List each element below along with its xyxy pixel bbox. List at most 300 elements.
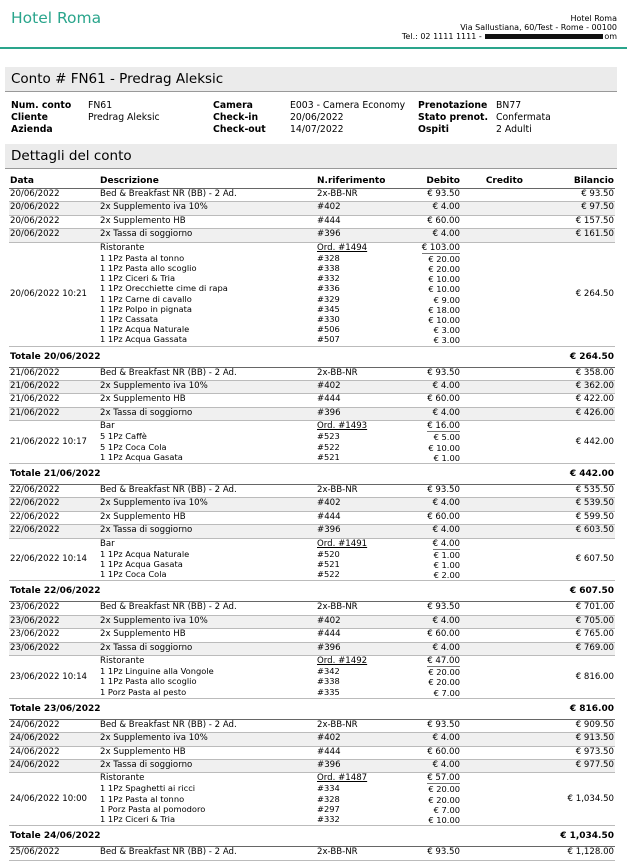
row-balance: € 161.50	[533, 229, 615, 242]
row-balance: € 97.50	[533, 202, 615, 215]
day-total-label: Totale 23/06/2022	[9, 698, 533, 719]
order-balance: € 1,034.50	[533, 773, 615, 826]
order-item-ref: #342	[317, 666, 340, 677]
row-description: Bed & Breakfast NR (BB) - 2 Ad.	[99, 484, 316, 497]
row-reference: 2x-BB-NR	[316, 847, 407, 860]
row-credit	[461, 380, 533, 393]
row-description: Bed & Breakfast NR (BB) - 2 Ad.	[99, 602, 316, 615]
bill-rows	[9, 189, 615, 861]
table-row	[9, 615, 615, 628]
hotel-address: Via Sallustiana, 60/Test - Rome - 00100	[460, 23, 617, 32]
order-debits	[407, 538, 461, 581]
row-description: Bed & Breakfast NR (BB) - 2 Ad.	[99, 189, 316, 202]
row-credit	[461, 394, 533, 407]
row-description: 2x Supplemento iva 10%	[99, 380, 316, 393]
details-title-bar	[5, 144, 617, 169]
hotel-contact-info	[402, 14, 617, 41]
order-item-price: € 20.00	[428, 794, 460, 805]
row-reference: 2x-BB-NR	[316, 719, 407, 732]
row-date: 22/06/2022	[9, 498, 99, 511]
row-credit	[461, 642, 533, 655]
order-item-price: € 3.00	[433, 335, 460, 346]
day-total-amount: € 442.00	[533, 463, 615, 484]
row-credit	[461, 602, 533, 615]
order-item-ref: #336	[317, 283, 340, 294]
day-total-amount: € 607.50	[533, 581, 615, 602]
table-row	[9, 525, 615, 538]
order-number: Ord. #1492	[317, 655, 368, 666]
row-debit: € 60.00	[407, 511, 461, 524]
order-item-name: 1 1Pz Pasta al tonno	[100, 252, 185, 263]
order-number: Ord. #1493	[317, 421, 368, 432]
order-row	[9, 421, 615, 464]
order-references	[316, 242, 407, 346]
row-reference: #396	[316, 229, 407, 242]
order-item-price: € 10.00	[428, 274, 460, 285]
table-row	[9, 202, 615, 215]
table-row	[9, 367, 615, 380]
order-item-ref: #297	[317, 803, 340, 814]
row-balance: € 1,128.00	[533, 847, 615, 860]
table-row	[9, 394, 615, 407]
table-row	[9, 511, 615, 524]
row-balance: € 93.50	[533, 189, 615, 202]
order-item-price: € 5.00	[433, 432, 460, 443]
order-item-name: 1 1Pz Acqua Naturale	[100, 548, 190, 559]
day-total-row	[9, 346, 615, 367]
row-balance: € 603.50	[533, 525, 615, 538]
order-item-price: € 3.00	[433, 325, 460, 336]
row-credit	[461, 202, 533, 215]
info-row: Camera E003 - Camera Economy	[213, 100, 406, 111]
order-item-name: 5 1Pz Caffè	[100, 431, 147, 442]
row-credit	[461, 615, 533, 628]
order-item-name: 1 1Pz Acqua Naturale	[100, 324, 190, 335]
day-total-row	[9, 581, 615, 602]
row-description: 2x Supplemento HB	[99, 215, 316, 228]
row-date: 23/06/2022	[9, 642, 99, 655]
order-item-price: € 10.00	[428, 284, 460, 295]
row-debit: € 60.00	[407, 746, 461, 759]
day-total-amount: € 264.50	[533, 346, 615, 367]
order-item-price: € 10.00	[428, 442, 460, 453]
row-debit: € 93.50	[407, 367, 461, 380]
day-total-row	[9, 463, 615, 484]
order-number: Ord. #1491	[317, 538, 368, 549]
row-reference: 2x-BB-NR	[316, 367, 407, 380]
bill-title-bar	[5, 67, 617, 92]
order-item-ref: #329	[317, 293, 340, 304]
order-total: € 57.00	[427, 773, 460, 784]
row-description: Bed & Breakfast NR (BB) - 2 Ad.	[99, 367, 316, 380]
row-credit	[461, 511, 533, 524]
order-item-price: € 20.00	[428, 253, 460, 264]
order-balance: € 264.50	[533, 242, 615, 346]
row-balance: € 765.00	[533, 629, 615, 642]
order-item-ref: #332	[317, 814, 340, 825]
order-item-name: 1 1Pz Cassata	[100, 313, 159, 324]
order-item-ref: #335	[317, 686, 340, 697]
table-row	[9, 847, 615, 860]
order-credit	[461, 655, 533, 698]
order-row	[9, 655, 615, 698]
order-item-name: 1 1Pz Coca Cola	[100, 569, 167, 580]
row-date: 24/06/2022	[9, 719, 99, 732]
row-date: 22/06/2022	[9, 511, 99, 524]
order-item-name: 1 1Pz Acqua Gassata	[100, 334, 188, 345]
day-total-amount: € 816.00	[533, 698, 615, 719]
order-row	[9, 773, 615, 826]
order-item-name: 1 1Pz Carne di cavallo	[100, 293, 192, 304]
row-reference: #402	[316, 498, 407, 511]
order-item-name: 1 1Pz Spaghetti ai ricci	[100, 783, 196, 794]
order-place: Ristorante	[100, 773, 145, 784]
order-place: Bar	[100, 538, 115, 549]
order-date: 22/06/2022 10:14	[9, 538, 99, 581]
order-credit	[461, 421, 533, 464]
document-header	[0, 0, 627, 49]
redacted-email	[485, 34, 603, 39]
order-item-name: 1 1Pz Acqua Gasata	[100, 451, 183, 462]
row-balance: € 426.00	[533, 407, 615, 420]
row-debit: € 4.00	[407, 202, 461, 215]
order-place: Bar	[100, 421, 115, 432]
row-date: 21/06/2022	[9, 367, 99, 380]
row-credit	[461, 367, 533, 380]
col-header-balance: Bilancio	[533, 176, 615, 189]
row-debit: € 60.00	[407, 215, 461, 228]
order-item-price: € 1.00	[433, 452, 460, 463]
order-item-name: 1 Porz Pasta al pesto	[100, 686, 187, 697]
day-total-label: Totale 22/06/2022	[9, 581, 533, 602]
order-debits	[407, 242, 461, 346]
order-item-price: € 20.00	[428, 784, 460, 795]
row-balance: € 977.50	[533, 759, 615, 772]
order-total: € 103.00	[421, 242, 460, 253]
row-description: 2x Supplemento iva 10%	[99, 733, 316, 746]
row-date: 24/06/2022	[9, 733, 99, 746]
order-item-price: € 20.00	[428, 667, 460, 678]
hotel-contacts	[402, 32, 617, 41]
bill-details-table	[9, 176, 615, 861]
order-item-ref: #328	[317, 793, 340, 804]
row-balance: € 535.50	[533, 484, 615, 497]
order-item-price: € 7.00	[433, 804, 460, 815]
row-balance: € 701.00	[533, 602, 615, 615]
order-debits	[407, 655, 461, 698]
row-date: 22/06/2022	[9, 484, 99, 497]
table-row	[9, 759, 615, 772]
details-title: Dettagli del conto	[11, 148, 132, 164]
order-item-name: 1 1Pz Ciceri & Tria	[100, 814, 176, 825]
row-credit	[461, 525, 533, 538]
table-row	[9, 629, 615, 642]
row-debit: € 4.00	[407, 759, 461, 772]
row-credit	[461, 189, 533, 202]
row-description: 2x Supplemento HB	[99, 511, 316, 524]
table-row	[9, 407, 615, 420]
order-item-ref: #506	[317, 324, 340, 335]
row-reference: #396	[316, 759, 407, 772]
order-item-name: 1 1Pz Polpo in pignata	[100, 303, 192, 314]
row-date: 20/06/2022	[9, 202, 99, 215]
row-date: 24/06/2022	[9, 759, 99, 772]
row-description: 2x Supplemento HB	[99, 629, 316, 642]
row-reference: 2x-BB-NR	[316, 602, 407, 615]
order-total: € 4.00	[432, 538, 460, 549]
table-row	[9, 746, 615, 759]
order-item-price: € 9.00	[433, 294, 460, 305]
col-header-description: Descrizione	[99, 176, 316, 189]
row-balance: € 539.50	[533, 498, 615, 511]
row-reference: #444	[316, 511, 407, 524]
row-balance: € 769.00	[533, 642, 615, 655]
order-item-name: 1 1Pz Pasta al tonno	[100, 793, 185, 804]
row-date: 21/06/2022	[9, 394, 99, 407]
row-debit: € 93.50	[407, 847, 461, 860]
row-reference: #402	[316, 733, 407, 746]
row-credit	[461, 746, 533, 759]
order-place: Ristorante	[100, 242, 145, 253]
info-col-3	[418, 100, 551, 136]
row-description: 2x Supplemento iva 10%	[99, 202, 316, 215]
row-credit	[461, 215, 533, 228]
order-date: 20/06/2022 10:21	[9, 242, 99, 346]
order-credit	[461, 538, 533, 581]
order-item-name: 1 1Pz Pasta allo scoglio	[100, 262, 197, 273]
order-item-price: € 7.00	[433, 687, 460, 698]
order-description	[99, 538, 316, 581]
order-item-ref: #338	[317, 262, 340, 273]
order-balance: € 442.00	[533, 421, 615, 464]
row-debit: € 93.50	[407, 602, 461, 615]
order-item-price: € 1.00	[433, 559, 460, 570]
order-item-ref: #332	[317, 273, 340, 284]
row-description: Bed & Breakfast NR (BB) - 2 Ad.	[99, 719, 316, 732]
row-description: 2x Tassa di soggiorno	[99, 229, 316, 242]
row-date: 24/06/2022	[9, 746, 99, 759]
row-description: 2x Tassa di soggiorno	[99, 759, 316, 772]
row-date: 21/06/2022	[9, 407, 99, 420]
day-total-amount: € 1,034.50	[533, 826, 615, 847]
order-item-name: 1 Porz Pasta al pomodoro	[100, 803, 206, 814]
row-debit: € 4.00	[407, 380, 461, 393]
row-description: 2x Supplemento HB	[99, 394, 316, 407]
order-item-ref: #521	[317, 451, 340, 462]
row-reference: #444	[316, 215, 407, 228]
row-credit	[461, 229, 533, 242]
row-date: 23/06/2022	[9, 615, 99, 628]
table-row	[9, 215, 615, 228]
row-date: 23/06/2022	[9, 602, 99, 615]
row-balance: € 358.00	[533, 367, 615, 380]
order-item-price: € 10.00	[428, 815, 460, 826]
order-date: 23/06/2022 10:14	[9, 655, 99, 698]
order-credit	[461, 773, 533, 826]
row-debit: € 60.00	[407, 394, 461, 407]
email-suffix: om	[604, 32, 617, 41]
table-row	[9, 189, 615, 202]
order-row	[9, 242, 615, 346]
bill-title: Conto # FN61 - Predrag Aleksic	[11, 71, 224, 87]
table-row	[9, 642, 615, 655]
row-reference: #444	[316, 394, 407, 407]
row-reference: #402	[316, 615, 407, 628]
info-row: Check-in 20/06/2022	[213, 112, 344, 123]
order-item-ref: #507	[317, 334, 340, 345]
row-description: 2x Tassa di soggiorno	[99, 407, 316, 420]
row-balance: € 362.00	[533, 380, 615, 393]
day-total-label: Totale 21/06/2022	[9, 463, 533, 484]
row-credit	[461, 407, 533, 420]
row-reference: #396	[316, 407, 407, 420]
row-credit	[461, 498, 533, 511]
order-item-price: € 18.00	[428, 304, 460, 315]
hotel-name: Hotel Roma	[11, 9, 102, 27]
row-credit	[461, 719, 533, 732]
order-item-price: € 20.00	[428, 677, 460, 688]
row-debit: € 4.00	[407, 229, 461, 242]
row-description: 2x Supplemento HB	[99, 746, 316, 759]
row-debit: € 4.00	[407, 615, 461, 628]
order-item-ref: #522	[317, 441, 340, 452]
order-description	[99, 242, 316, 346]
order-description	[99, 421, 316, 464]
row-date: 20/06/2022	[9, 229, 99, 242]
table-row	[9, 602, 615, 615]
info-row: Check-out 14/07/2022	[213, 124, 344, 135]
order-item-ref: #522	[317, 569, 340, 580]
row-balance: € 973.50	[533, 746, 615, 759]
order-number: Ord. #1487	[317, 773, 368, 784]
info-row: Cliente Predrag Aleksic	[11, 112, 160, 123]
order-references	[316, 655, 407, 698]
info-row: Prenotazione BN77	[418, 100, 522, 111]
order-description	[99, 773, 316, 826]
row-credit	[461, 484, 533, 497]
row-reference: #444	[316, 629, 407, 642]
info-row: Ospiti 2 Adulti	[418, 124, 532, 135]
order-date: 21/06/2022 10:17	[9, 421, 99, 464]
row-date: 20/06/2022	[9, 189, 99, 202]
info-col-2	[213, 100, 405, 136]
row-balance: € 422.00	[533, 394, 615, 407]
day-total-row	[9, 698, 615, 719]
order-item-name: 5 1Pz Coca Cola	[100, 441, 167, 452]
order-item-ref: #334	[317, 783, 340, 794]
order-debits	[407, 421, 461, 464]
col-header-reference: N.riferimento	[316, 176, 407, 189]
order-description	[99, 655, 316, 698]
order-total: € 47.00	[427, 655, 460, 666]
table-row	[9, 498, 615, 511]
row-debit: € 93.50	[407, 189, 461, 202]
row-balance: € 909.50	[533, 719, 615, 732]
order-item-name: 1 1Pz Pasta allo scoglio	[100, 676, 197, 687]
hotel-name-small: Hotel Roma	[570, 14, 617, 23]
row-debit: € 4.00	[407, 733, 461, 746]
order-item-ref: #338	[317, 676, 340, 687]
order-item-ref: #330	[317, 313, 340, 324]
info-col-1	[11, 100, 160, 136]
row-date: 21/06/2022	[9, 380, 99, 393]
col-header-date: Data	[9, 176, 99, 189]
row-credit	[461, 733, 533, 746]
order-item-ref: #345	[317, 303, 340, 314]
row-debit: € 93.50	[407, 719, 461, 732]
row-description: 2x Tassa di soggiorno	[99, 642, 316, 655]
row-balance: € 705.00	[533, 615, 615, 628]
col-header-credit: Credito	[461, 176, 533, 189]
row-debit: € 4.00	[407, 498, 461, 511]
row-reference: 2x-BB-NR	[316, 484, 407, 497]
order-balance: € 607.50	[533, 538, 615, 581]
order-item-price: € 2.00	[433, 570, 460, 581]
order-item-price: € 20.00	[428, 263, 460, 274]
col-header-debit: Debito	[407, 176, 461, 189]
order-item-name: 1 1Pz Orecchiette cime di rapa	[100, 283, 228, 294]
table-header-row	[9, 176, 615, 189]
row-date: 20/06/2022	[9, 215, 99, 228]
order-item-name: 1 1Pz Linguine alla Vongole	[100, 666, 214, 677]
hotel-phone: Tel.: 02 1111 1111 -	[401, 32, 482, 41]
row-balance: € 599.50	[533, 511, 615, 524]
row-date: 22/06/2022	[9, 525, 99, 538]
row-debit: € 4.00	[407, 407, 461, 420]
table-row	[9, 380, 615, 393]
order-item-ref: #520	[317, 548, 340, 559]
row-description: 2x Tassa di soggiorno	[99, 525, 316, 538]
order-credit	[461, 242, 533, 346]
row-reference: #444	[316, 746, 407, 759]
day-total-row	[9, 826, 615, 847]
table-row	[9, 733, 615, 746]
order-references	[316, 421, 407, 464]
info-row: Num. conto FN61	[11, 100, 113, 111]
order-number: Ord. #1494	[317, 242, 368, 253]
row-balance: € 913.50	[533, 733, 615, 746]
table-row	[9, 719, 615, 732]
order-debits	[407, 773, 461, 826]
row-debit: € 4.00	[407, 525, 461, 538]
row-description: Bed & Breakfast NR (BB) - 2 Ad.	[99, 847, 316, 860]
row-debit: € 93.50	[407, 484, 461, 497]
day-total-label: Totale 20/06/2022	[9, 346, 533, 367]
info-row: Azienda	[11, 124, 53, 135]
row-reference: 2x-BB-NR	[316, 189, 407, 202]
row-date: 25/06/2022	[9, 847, 99, 860]
row-reference: #402	[316, 380, 407, 393]
table-row	[9, 484, 615, 497]
row-balance: € 157.50	[533, 215, 615, 228]
order-item-price: € 1.00	[433, 549, 460, 560]
row-reference: #396	[316, 642, 407, 655]
order-item-name: 1 1Pz Acqua Gasata	[100, 558, 183, 569]
order-item-ref: #521	[317, 558, 340, 569]
order-date: 24/06/2022 10:00	[9, 773, 99, 826]
row-debit: € 4.00	[407, 642, 461, 655]
row-date: 23/06/2022	[9, 629, 99, 642]
row-reference: #396	[316, 525, 407, 538]
row-description: 2x Supplemento iva 10%	[99, 498, 316, 511]
day-total-label: Totale 24/06/2022	[9, 826, 533, 847]
order-row	[9, 538, 615, 581]
order-item-ref: #328	[317, 252, 340, 263]
order-item-name: 1 1Pz Ciceri & Tria	[100, 273, 176, 284]
order-balance: € 816.00	[533, 655, 615, 698]
row-credit	[461, 847, 533, 860]
order-total: € 16.00	[427, 421, 460, 432]
